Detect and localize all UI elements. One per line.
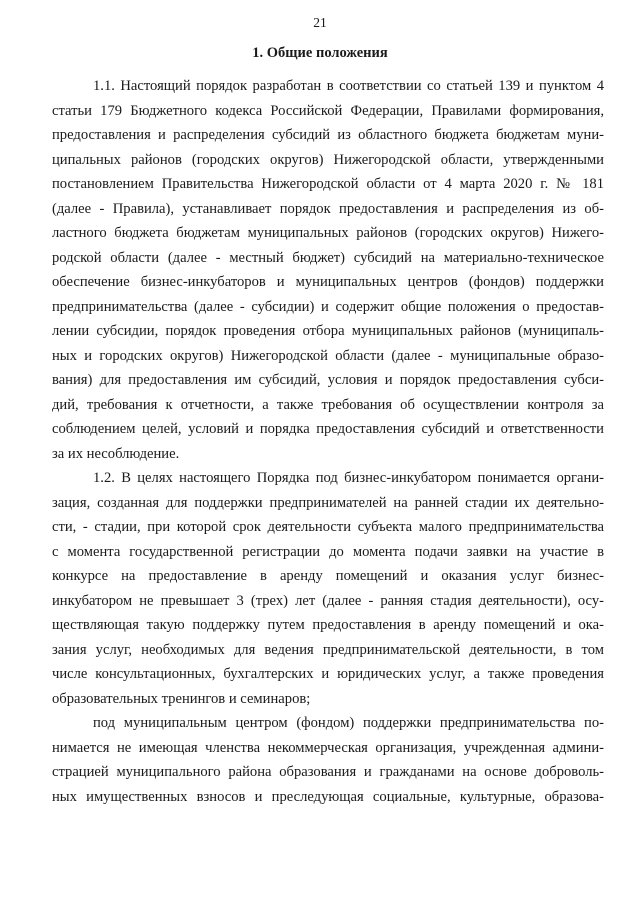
- text-line: 1.2. В целях настоящего Порядка под бизнес-инкубатором понимается органи-: [93, 470, 604, 486]
- document-body: [52, 74, 604, 809]
- text-line: дий, требования к отчетности, а также требования об осуществлении контроля за: [52, 396, 604, 413]
- text-line: нимается не имеющая членства некоммерческая организация, учрежденная админи-: [52, 739, 604, 756]
- text-line: лении субсидии, порядок проведения отбора муниципальных районов (муниципаль-: [52, 323, 604, 339]
- text-line: зания услуг, необходимых для ведения предпринимательской деятельности, в том: [52, 641, 604, 658]
- text-line: за их несоблюдение.: [52, 445, 180, 462]
- text-line: числе консультационных, бухгалтерских и юридических услуг, а также проведения: [52, 666, 604, 682]
- text-line: предпринимательства (далее - субсидии) и содержит общие положения о предостав-: [52, 298, 604, 315]
- text-line: инкубатором не превышает 3 (трех) лет (далее - ранняя стадия деятельности), осу-: [52, 592, 604, 609]
- text-line: конкурсе на предоставление в аренду помещений и оказания услуг бизнес-: [52, 568, 604, 584]
- text-line: вания) для предоставления им субсидий, условия и порядок предоставления субси-: [52, 372, 604, 388]
- text-line: постановлением Правительства Нижегородской области от 4 марта 2020 г. № 181: [52, 176, 604, 192]
- paragraph: [52, 74, 604, 466]
- text-line: ных и городских округов) Нижегородской области (далее - муниципальные образо-: [52, 347, 604, 364]
- text-line: соблюдением целей, условий и порядка предоставления субсидий и ответственности: [52, 421, 604, 437]
- text-line: страцией муниципального района образования и гражданами на основе доброволь-: [52, 764, 604, 780]
- paragraph: [52, 466, 604, 711]
- text-line: образовательных тренингов и семинаров;: [52, 690, 311, 707]
- text-line: сти, - стадии, при которой срок деятельности субъекта малого предпринимательства: [52, 519, 604, 535]
- page-number: 21: [313, 15, 327, 30]
- section-title: 1. Общие положения: [252, 45, 388, 61]
- text-line: под муниципальным центром (фондом) поддержки предпринимательства по-: [93, 715, 604, 731]
- text-line: статьи 179 Бюджетного кодекса Российской Федерации, Правилами формирования,: [52, 102, 604, 119]
- text-line: (далее - Правила), устанавливает порядок предоставления и распределения из об-: [52, 200, 604, 217]
- text-line: обеспечение бизнес-инкубаторов и муниципальных центров (фондов) поддержки: [52, 274, 604, 290]
- text-line: ществляющая такую поддержку путем предоставления в аренду помещений и ока-: [52, 617, 604, 633]
- text-line: 1.1. Настоящий порядок разработан в соответствии со статьей 139 и пунктом 4: [93, 78, 604, 94]
- text-line: ластного бюджета бюджетам муниципальных районов (городских округов) Нижего-: [52, 225, 604, 241]
- text-line: предоставления и распределения субсидий из областного бюджета бюджетам муни-: [52, 127, 604, 143]
- text-line: ципальных районов (городских округов) Нижегородской области, утвержденными: [52, 151, 604, 168]
- text-line: зация, созданная для поддержки предпринимателей на ранней стадии их деятельно-: [52, 494, 604, 511]
- text-line: ных имущественных взносов и преследующая социальные, культурные, образова-: [52, 788, 604, 805]
- text-line: родской области (далее - местный бюджет) субсидий на материально-техническое: [52, 249, 604, 266]
- text-line: с момента государственной регистрации до момента подачи заявки на участие в: [52, 543, 604, 560]
- paragraph: [52, 711, 604, 809]
